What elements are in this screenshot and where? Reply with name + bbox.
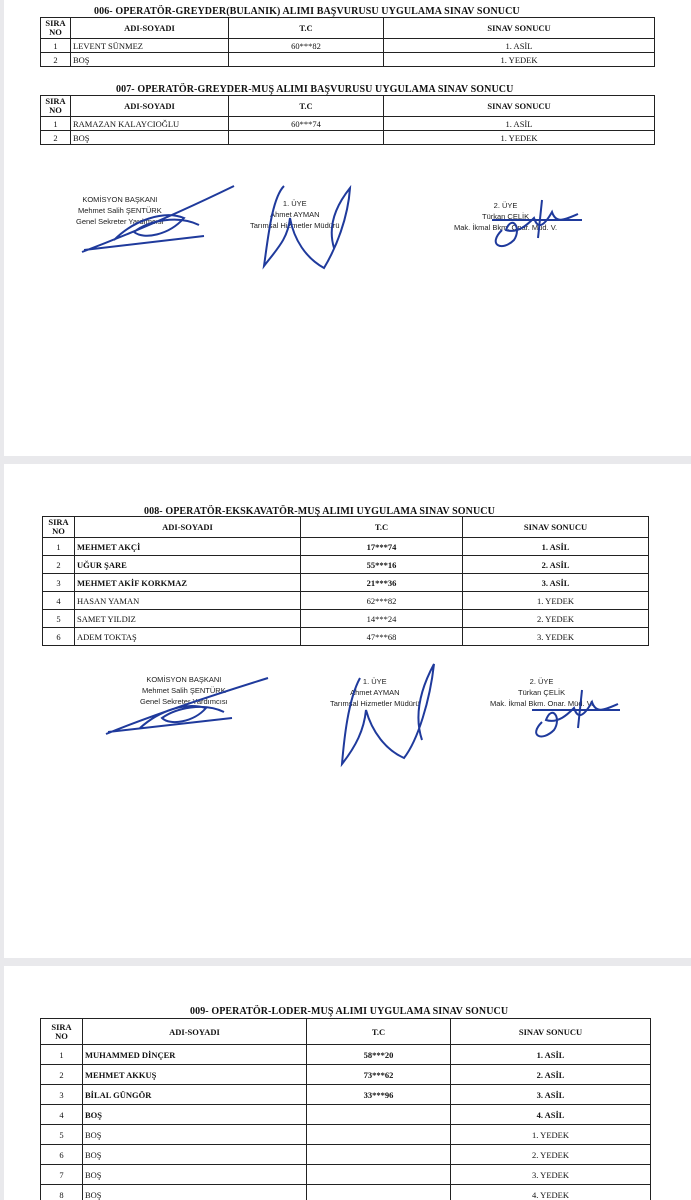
row-tc: 21***36: [301, 574, 463, 592]
row-no: 1: [41, 117, 71, 131]
signer-name: Mehmet Salih ŞENTÜRK: [141, 686, 226, 695]
signer-title: Genel Sekreter Yardımcısı: [140, 697, 228, 706]
row-result: 1. YEDEK: [463, 592, 649, 610]
row-no: 5: [43, 610, 75, 628]
table-row: [43, 574, 649, 592]
table-row: [43, 610, 649, 628]
header-sira-no: SIRA NO: [41, 18, 71, 39]
row-tc: 33***96: [307, 1085, 451, 1105]
row-tc: 17***74: [301, 538, 463, 556]
document-page-3: [4, 966, 691, 1200]
header-name: ADI-SOYADI: [71, 18, 229, 39]
row-name: UĞUR ŞARE: [75, 556, 301, 574]
row-name: BİLAL GÜNGÖR: [83, 1085, 307, 1105]
row-tc: 60***74: [229, 117, 384, 131]
row-tc: [307, 1185, 451, 1200]
table-title-009: 009- OPERATÖR-LODER-MUŞ ALIMI UYGULAMA SINAV SONUCU: [190, 1006, 509, 1017]
row-result: 1. YEDEK: [384, 131, 655, 145]
table-row: [41, 1125, 651, 1145]
row-no: 1: [41, 1045, 83, 1065]
row-name: LEVENT SÜNMEZ: [71, 39, 229, 53]
header-tc: T.C: [301, 517, 463, 538]
document-page-1: [4, 0, 691, 456]
table-row: [41, 39, 655, 53]
signer-role: 1. ÜYE: [362, 677, 387, 686]
signer-name: Türkan ÇELİK: [481, 212, 530, 221]
table-row: [43, 538, 649, 556]
header-name: ADI-SOYADI: [83, 1019, 307, 1045]
row-name: MEHMET AKİF KORKMAZ: [75, 574, 301, 592]
table-row: [43, 592, 649, 610]
header-result: SINAV SONUCU: [384, 18, 655, 39]
table-header-row: [41, 18, 655, 39]
table-row: [41, 1145, 651, 1165]
row-tc: [229, 131, 384, 145]
signer-role: 2. ÜYE: [529, 677, 554, 686]
table-header-row: [41, 1019, 651, 1045]
row-name: BOŞ: [83, 1105, 307, 1125]
signer-title: Mak. İkmal Bkm. Onar. Müd. V.: [490, 699, 594, 708]
results-table-006: [40, 17, 655, 67]
signer-title: Tarımsal Hizmetler Müdürü: [330, 699, 420, 708]
header-tc: T.C: [229, 18, 384, 39]
row-result: 3. YEDEK: [463, 628, 649, 646]
row-no: 6: [43, 628, 75, 646]
row-name: BOŞ: [71, 131, 229, 145]
signer-role: 2. ÜYE: [493, 201, 518, 210]
row-result: 4. YEDEK: [451, 1185, 651, 1200]
row-no: 1: [41, 39, 71, 53]
signer-title: Genel Sekreter Yardımcısı: [76, 217, 164, 226]
table-title-006: 006- OPERATÖR-GREYDER(BULANIK) ALIMI BAŞVURUSU UYGULAMA SINAV SONUCU: [94, 6, 520, 17]
handwritten-signature-member1: [334, 660, 449, 770]
results-table-009: [40, 1018, 651, 1200]
table-header-row: [43, 517, 649, 538]
header-sira-no: SIRA NO: [41, 1019, 83, 1045]
row-no: 8: [41, 1185, 83, 1200]
row-no: 3: [43, 574, 75, 592]
row-result: 3. YEDEK: [451, 1165, 651, 1185]
row-tc: [307, 1165, 451, 1185]
row-result: 3. ASİL: [463, 574, 649, 592]
header-result: SINAV SONUCU: [384, 96, 655, 117]
row-tc: 55***16: [301, 556, 463, 574]
row-no: 1: [43, 538, 75, 556]
row-name: BOŞ: [83, 1125, 307, 1145]
row-result: 2. ASİL: [451, 1065, 651, 1085]
table-row: [41, 53, 655, 67]
document-page-2: [4, 464, 691, 958]
handwritten-signature-member2: [482, 190, 587, 255]
table-row: [41, 1045, 651, 1065]
signer-name: Türkan ÇELİK: [517, 688, 566, 697]
row-result: 1. ASİL: [384, 39, 655, 53]
row-no: 3: [41, 1085, 83, 1105]
row-tc: [229, 53, 384, 67]
row-name: BOŞ: [83, 1185, 307, 1200]
row-tc: [307, 1125, 451, 1145]
row-name: MEHMET AKÇİ: [75, 538, 301, 556]
row-result: 1. YEDEK: [384, 53, 655, 67]
row-tc: 62***82: [301, 592, 463, 610]
row-no: 4: [43, 592, 75, 610]
header-name: ADI-SOYADI: [75, 517, 301, 538]
table-row: [41, 1085, 651, 1105]
row-name: BOŞ: [71, 53, 229, 67]
table-row: [41, 1105, 651, 1125]
table-row: [41, 131, 655, 145]
header-result: SINAV SONUCU: [463, 517, 649, 538]
row-no: 6: [41, 1145, 83, 1165]
row-result: 4. ASİL: [451, 1105, 651, 1125]
row-no: 2: [41, 53, 71, 67]
table-title-007: 007- OPERATÖR-GREYDER-MUŞ ALIMI BAŞVURUSU UYGULAMA SINAV SONUCU: [116, 84, 514, 95]
row-result: 1. YEDEK: [451, 1125, 651, 1145]
row-no: 4: [41, 1105, 83, 1125]
handwritten-signature-member2: [524, 682, 624, 742]
signer-name: Mehmet Salih ŞENTÜRK: [77, 206, 162, 215]
table-row: [43, 628, 649, 646]
table-title-008: 008- OPERATÖR-EKSKAVATÖR-MUŞ ALIMI UYGULAMA SINAV SONUCU: [144, 506, 495, 517]
row-name: HASAN YAMAN: [75, 592, 301, 610]
row-tc: [307, 1145, 451, 1165]
row-no: 2: [41, 131, 71, 145]
header-sira-no: SIRA NO: [43, 517, 75, 538]
signer-role: 1. ÜYE: [282, 199, 307, 208]
signer-name: Ahmet AYMAN: [270, 210, 320, 219]
results-table-007: [40, 95, 655, 145]
row-name: BOŞ: [83, 1165, 307, 1185]
row-result: 1. ASİL: [451, 1045, 651, 1065]
row-result: 2. YEDEK: [463, 610, 649, 628]
signer-role: KOMİSYON BAŞKANI: [146, 675, 222, 684]
row-tc: 60***82: [229, 39, 384, 53]
row-result: 2. ASİL: [463, 556, 649, 574]
header-result: SINAV SONUCU: [451, 1019, 651, 1045]
header-sira-no: SIRA NO: [41, 96, 71, 117]
row-tc: 73***62: [307, 1065, 451, 1085]
header-tc: T.C: [229, 96, 384, 117]
row-result: 1. ASİL: [463, 538, 649, 556]
row-tc: 14***24: [301, 610, 463, 628]
row-name: SAMET YILDIZ: [75, 610, 301, 628]
table-row: [41, 1185, 651, 1200]
row-result: 2. YEDEK: [451, 1145, 651, 1165]
results-table-008: [42, 516, 649, 646]
row-result: 3. ASİL: [451, 1085, 651, 1105]
row-no: 7: [41, 1165, 83, 1185]
row-tc: 58***20: [307, 1045, 451, 1065]
row-result: 1. ASİL: [384, 117, 655, 131]
table-row: [43, 556, 649, 574]
handwritten-signature-chair: [100, 672, 280, 742]
table-header-row: [41, 96, 655, 117]
table-row: [41, 117, 655, 131]
row-no: 5: [41, 1125, 83, 1145]
handwritten-signature-chair: [74, 180, 254, 260]
header-tc: T.C: [307, 1019, 451, 1045]
row-name: BOŞ: [83, 1145, 307, 1165]
handwritten-signature-member1: [254, 178, 364, 273]
row-tc: 47***68: [301, 628, 463, 646]
row-name: MUHAMMED DİNÇER: [83, 1045, 307, 1065]
signer-title: Mak. İkmal Bkm. Onar. Müd. V.: [454, 223, 558, 232]
row-tc: [307, 1105, 451, 1125]
signer-title: Tarımsal Hizmetler Müdürü: [250, 221, 340, 230]
table-row: [41, 1065, 651, 1085]
signer-name: Ahmet AYMAN: [350, 688, 400, 697]
header-name: ADI-SOYADI: [71, 96, 229, 117]
row-no: 2: [43, 556, 75, 574]
row-no: 2: [41, 1065, 83, 1085]
table-row: [41, 1165, 651, 1185]
row-name: RAMAZAN KALAYCIOĞLU: [71, 117, 229, 131]
row-name: ADEM TOKTAŞ: [75, 628, 301, 646]
signer-role: KOMİSYON BAŞKANI: [82, 195, 158, 204]
row-name: MEHMET AKKUŞ: [83, 1065, 307, 1085]
